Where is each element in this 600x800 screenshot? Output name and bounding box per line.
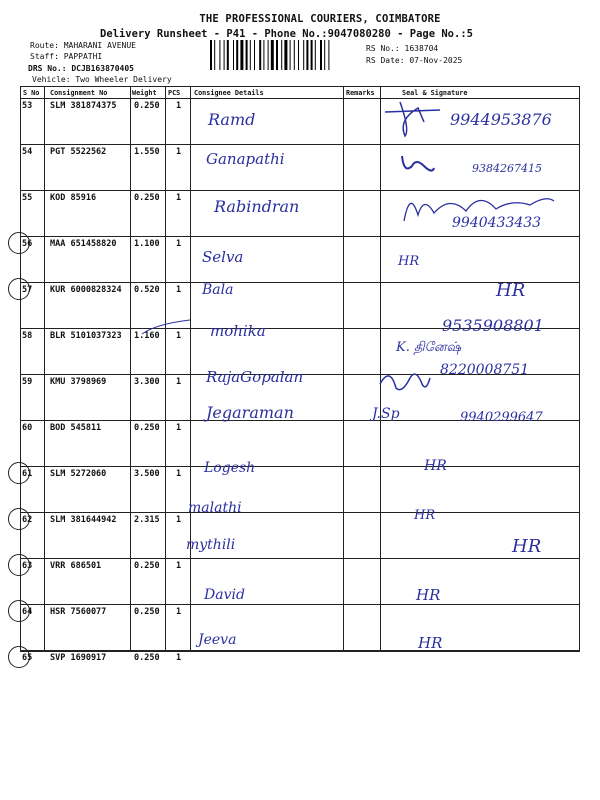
handwritten-consignee: Selva [202, 248, 244, 266]
consignment-number: KOD 85916 [50, 193, 97, 203]
weight-value: 1.160 [134, 331, 160, 341]
barcode-bar [303, 40, 304, 70]
handwritten-seal: HR [424, 458, 447, 474]
col-remarks: Remarks [346, 89, 375, 97]
barcode-bar [276, 40, 278, 70]
barcode-bar [219, 40, 220, 70]
pcs-value: 1 [176, 331, 182, 341]
pcs-value: 1 [176, 239, 182, 249]
handwritten-consignee: Ramd [208, 110, 256, 129]
barcode-bar [290, 40, 291, 70]
route-label: Route: MAHARANI AVENUE [30, 41, 136, 50]
consignment-number: PGT 5522562 [50, 147, 107, 157]
row-sno: 60 [22, 423, 33, 433]
row-sno: 62 [22, 515, 33, 525]
circled-mark [8, 462, 33, 484]
consignment-number: HSR 7560077 [50, 607, 107, 617]
barcode-bar [233, 40, 234, 70]
col-weight: Weight [132, 89, 157, 97]
col-seal: Seal & Signature [402, 89, 468, 97]
row-sno: 57 [22, 285, 33, 295]
handwritten-consignee: Ganapathi [206, 150, 285, 168]
barcode-bar [306, 40, 308, 70]
barcode-bar [271, 40, 274, 70]
pcs-value: 1 [176, 147, 182, 157]
barcode-bar [263, 40, 264, 70]
handwritten-seal: 9940299647 [460, 410, 543, 425]
weight-value: 0.250 [134, 423, 160, 433]
handwritten-consignee: Rabindran [214, 197, 300, 216]
handwritten-seal: 9944953876 [450, 110, 552, 129]
row-sno: 61 [22, 469, 33, 479]
row-sno: 58 [22, 331, 33, 341]
row-sno: 64 [22, 607, 33, 617]
handwritten-consignee: RajaGopalan [206, 368, 304, 386]
handwritten-consignee: malathi [188, 500, 242, 516]
handwritten-initials: J.Sp [372, 406, 400, 422]
weight-value: 3.300 [134, 377, 160, 387]
barcode-bar [315, 40, 316, 70]
barcode-bar [254, 40, 255, 70]
row-sno: 56 [22, 239, 33, 249]
pcs-value: 1 [176, 377, 182, 387]
consignment-number: SLM 5272060 [50, 469, 107, 479]
circled-mark [8, 646, 33, 668]
barcode-bar [246, 40, 248, 70]
consignment-number: SLM 381644942 [50, 515, 117, 525]
rs-date: RS Date: 07-Nov-2025 [366, 56, 463, 65]
handwritten-consignee: David [204, 587, 245, 603]
barcode-bar [224, 40, 225, 70]
row-sno: 53 [22, 101, 33, 111]
drs-number: DRS No.: DCJB163870405 [28, 64, 134, 73]
handwritten-signature-name: K. தினேஷ் [396, 340, 462, 355]
barcode-bar [227, 40, 229, 70]
pen-stroke-mark [136, 310, 196, 340]
barcode-bar [268, 40, 269, 70]
row-sno: 59 [22, 377, 33, 387]
pcs-value: 1 [176, 469, 182, 479]
runsheet-subtitle: Delivery Runsheet - P41 - Phone No.:9047080280 - Page No.:5 [100, 28, 473, 40]
barcode-bar [250, 40, 251, 70]
barcode-bar [210, 40, 212, 70]
handwritten-seal: 9535908801 [442, 316, 544, 335]
consignment-number: SVP 1690917 [50, 653, 107, 663]
handwritten-consignee: Jegaraman [206, 403, 294, 422]
weight-value: 0.250 [134, 607, 160, 617]
handwritten-seal: HR [398, 254, 420, 269]
col-consignment: Consignment No [50, 89, 108, 97]
handwritten-seal: 9384267415 [472, 162, 542, 175]
weight-value: 0.250 [134, 561, 160, 571]
consignment-number: BLR 5101037323 [50, 331, 122, 341]
table-row [20, 651, 580, 708]
consignment-number: SLM 381874375 [50, 101, 117, 111]
row-sno: 54 [22, 147, 33, 157]
consignment-number: MAA 651458820 [50, 239, 117, 249]
row-sno: 65 [22, 653, 33, 663]
signature-scribble [376, 364, 432, 398]
rs-number: RS No.: 1638704 [366, 44, 439, 53]
pcs-value: 1 [176, 653, 182, 663]
barcode [210, 40, 362, 70]
consignment-number: KUR 6000828324 [50, 285, 122, 295]
handwritten-seal: 8220008751 [440, 362, 530, 378]
pcs-value: 1 [176, 607, 182, 617]
pcs-value: 1 [176, 193, 182, 203]
circled-mark [8, 554, 33, 576]
vehicle-label: Vehicle: Two Wheeler Delivery [32, 75, 172, 84]
circled-mark [8, 278, 33, 300]
pcs-value: 1 [176, 285, 182, 295]
barcode-bar [294, 40, 295, 70]
barcode-bar [240, 40, 243, 70]
staff-label: Staff: PAPPATHI [30, 52, 103, 61]
barcode-bar [236, 40, 238, 70]
weight-value: 3.500 [134, 469, 160, 479]
signature-scribble [400, 185, 560, 225]
col-consignee: Consignee Details [194, 89, 264, 97]
handwritten-consignee: Bala [202, 282, 234, 298]
circled-mark [8, 600, 33, 622]
consignment-number: KMU 3798969 [50, 377, 107, 387]
row-sno: 55 [22, 193, 33, 203]
handwritten-seal: HR [512, 536, 542, 557]
handwritten-seal: HR [496, 280, 526, 301]
signature-scribble [380, 100, 450, 140]
barcode-bar [328, 40, 329, 70]
pcs-value: 1 [176, 561, 182, 571]
barcode-bar [324, 40, 325, 70]
handwritten-consignee: mythili [186, 537, 236, 553]
weight-value: 2.315 [134, 515, 160, 525]
weight-value: 0.250 [134, 653, 160, 663]
barcode-bar [214, 40, 215, 70]
handwritten-consignee: mohika [210, 322, 266, 340]
col-sno: S No [23, 89, 40, 97]
pcs-value: 1 [176, 423, 182, 433]
handwritten-seal: HR [418, 634, 443, 652]
barcode-bar [284, 40, 287, 70]
col-pcs: PCS [168, 89, 181, 97]
weight-value: 0.250 [134, 101, 160, 111]
weight-value: 0.250 [134, 193, 160, 203]
barcode-bar [281, 40, 282, 70]
barcode-bar [259, 40, 261, 70]
signature-scribble [398, 150, 438, 180]
circled-mark [8, 508, 33, 530]
consignment-number: VRR 686501 [50, 561, 102, 571]
barcode-bar [320, 40, 322, 70]
handwritten-consignee: Jeeva [198, 632, 237, 648]
company-title: THE PROFESSIONAL COURIERS, COIMBATORE [199, 13, 441, 25]
circled-mark [8, 232, 33, 254]
handwritten-seal: HR [416, 586, 441, 604]
handwritten-consignee: Logesh [204, 460, 256, 476]
barcode-bar [298, 40, 299, 70]
handwritten-seal: 9940433433 [452, 215, 542, 231]
row-sno: 63 [22, 561, 33, 571]
pcs-value: 1 [176, 101, 182, 111]
consignment-number: BOD 545811 [50, 423, 102, 433]
pcs-value: 1 [176, 515, 182, 525]
barcode-bar [311, 40, 313, 70]
weight-value: 1.550 [134, 147, 160, 157]
weight-value: 0.520 [134, 285, 160, 295]
handwritten-seal: HR [414, 508, 436, 523]
weight-value: 1.100 [134, 239, 160, 249]
